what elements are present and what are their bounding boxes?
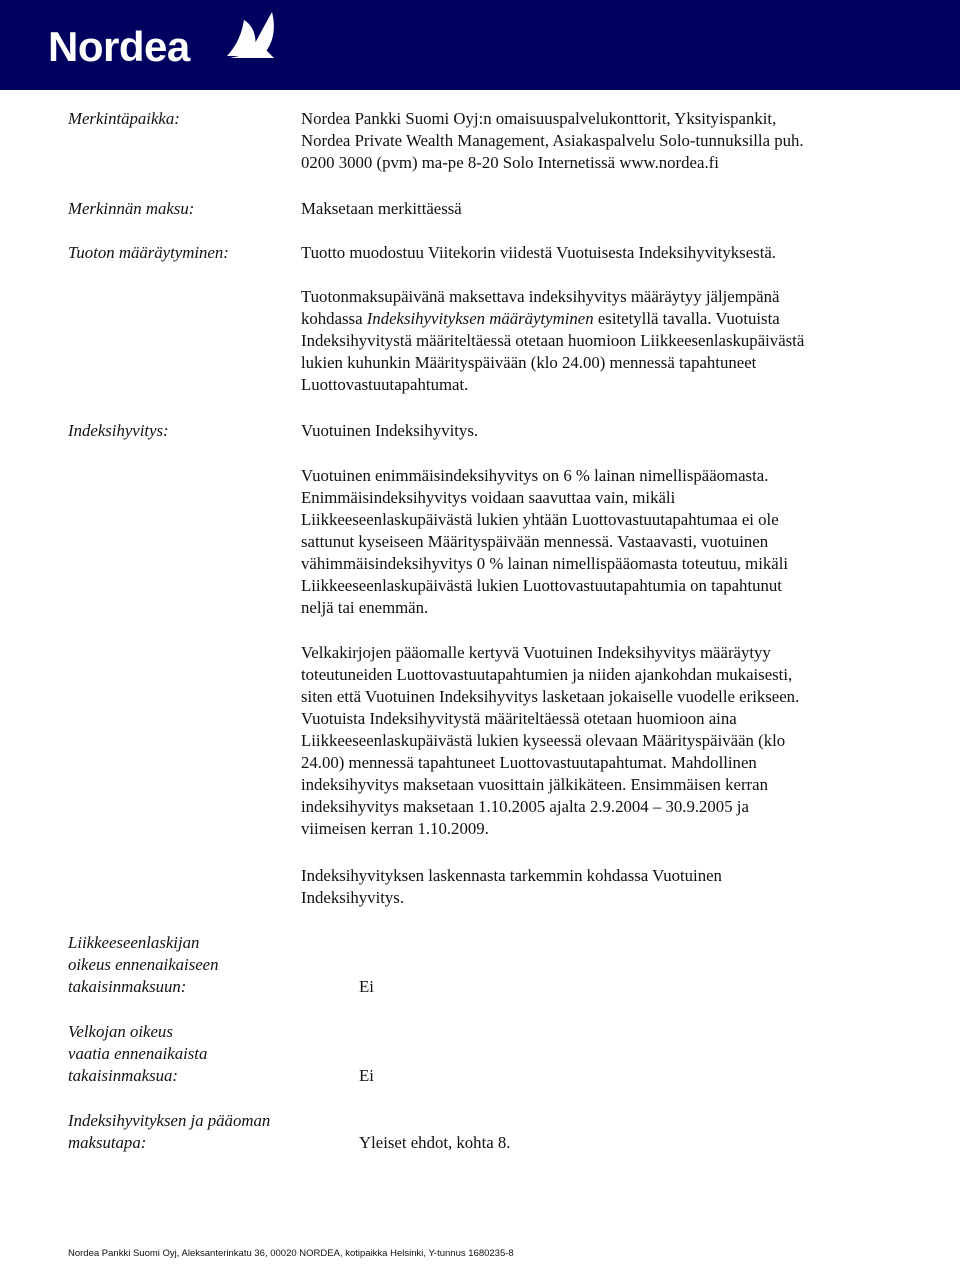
tuoton-maaraytyminen-label: Tuoton määräytyminen:: [68, 243, 229, 262]
nordea-logo: [48, 10, 288, 72]
text-line: sattunut kyseiseen Määrityspäivään mennessä. Vastaavasti, vuotuinen: [301, 532, 769, 551]
text-line: Luottovastuutapahtumat.: [301, 375, 469, 394]
merkinnan-maksu-value: Maksetaan merkittäessä: [301, 199, 462, 218]
text-line: Vuotuista Indeksihyvitystä määriteltäessä otetaan huomioon aina: [301, 709, 737, 728]
tuoton-maaraytyminen-paragraph: [301, 286, 896, 396]
label-line: vaatia ennenaikaista: [68, 1044, 208, 1063]
text-line: Enimmäisindeksihyvitys voidaan saavuttaa vain, mikäli: [301, 488, 676, 507]
sail-icon: [224, 10, 278, 62]
text-line: Liikkeeseenlaskupäivästä lukien kyseessä olevaan Määrityspäivään (klo: [301, 731, 786, 750]
section-reference: Indeksihyvityksen määräytyminen: [366, 309, 594, 328]
text-line: indeksihyvitys maksetaan 1.10.2005 ajalta 2.9.2004 – 30.9.2005 ja: [301, 797, 749, 816]
label-line: maksutapa:: [68, 1133, 147, 1152]
maksutapa-label: [68, 1110, 270, 1154]
label-line: takaisinmaksuun:: [68, 977, 187, 996]
text-line: Liikkeeseenlaskupäivästä lukien Luottovastuutapahtumia on tapahtunut: [301, 576, 782, 595]
text-line: 0200 3000 (pvm) ma-pe 8-20 Solo Internetissä www.nordea.fi: [301, 153, 719, 172]
text-line: neljä tai enemmän.: [301, 598, 429, 617]
text-line: Liikkeeseenlaskupäivästä lukien yhtään Luottovastuutapahtumaa ei ole: [301, 510, 779, 529]
text-line: Indeksihyvitys.: [301, 888, 405, 907]
text-line: 24.00) mennessä tapahtuneet Luottovastuutapahtumat. Mahdollinen: [301, 753, 757, 772]
velkojan-oikeus-value: Ei: [359, 1066, 374, 1085]
text-line: siten että Vuotuinen Indeksihyvitys lasketaan jokaiselle vuodelle erikseen.: [301, 687, 800, 706]
liikkeeseenlaskijan-oikeus-value: Ei: [359, 977, 374, 996]
text-line: Nordea Pankki Suomi Oyj:n omaisuuspalvelukonttorit, Yksityispankit,: [301, 109, 777, 128]
indeksihyvitys-paragraph-4: [301, 865, 896, 909]
footer-address: Nordea Pankki Suomi Oyj, Aleksanterinkatu 36, 00020 NORDEA, kotipaikka Helsinki, Y-tunnus 1680235-8: [68, 1248, 514, 1259]
text-line: viimeisen kerran 1.10.2009.: [301, 819, 489, 838]
label-line: oikeus ennenaikaiseen: [68, 955, 219, 974]
text-segment: esitetyllä tavalla. Vuotuista: [593, 309, 780, 328]
indeksihyvitys-value: Vuotuinen Indeksihyvitys.: [301, 421, 479, 440]
page-header: [0, 0, 960, 90]
indeksihyvitys-paragraph-3: [301, 642, 896, 840]
tuoton-maaraytyminen-value: Tuotto muodostuu Viitekorin viidestä Vuotuisesta Indeksihyvityksestä.: [301, 243, 777, 262]
logo-wordmark: Nordea: [48, 23, 190, 70]
text-line: Nordea Private Wealth Management, Asiakaspalvelu Solo-tunnuksilla puh.: [301, 131, 804, 150]
label-line: takaisinmaksua:: [68, 1066, 178, 1085]
indeksihyvitys-label: Indeksihyvitys:: [68, 421, 169, 440]
text-line: Tuotonmaksupäivänä maksettava indeksihyvitys määräytyy jäljempänä: [301, 287, 780, 306]
indeksihyvitys-paragraph-2: [301, 465, 896, 619]
velkojan-oikeus-label: [68, 1021, 207, 1087]
text-line: lukien kuhunkin Määrityspäivään (klo 24.00) mennessä tapahtuneet: [301, 353, 757, 372]
text-line: vähimmäisindeksihyvitys 0 % lainan nimellispääomasta toteutuu, mikäli: [301, 554, 789, 573]
text-line: toteutuneiden Luottovastuutapahtumien ja niiden ajankohdan mukaisesti,: [301, 665, 793, 684]
text-line: Velkakirjojen pääomalle kertyvä Vuotuinen Indeksihyvitys määräytyy: [301, 643, 771, 662]
text-line: Indeksihyvitystä määriteltäessä otetaan huomioon Liikkeesenlaskupäivästä: [301, 331, 805, 350]
liikkeeseenlaskijan-oikeus-label: [68, 932, 219, 998]
text-segment: kohdassa: [301, 309, 367, 328]
merkinnan-maksu-label: Merkinnän maksu:: [68, 199, 195, 218]
label-line: Indeksihyvityksen ja pääoman: [68, 1111, 271, 1130]
text-line: Vuotuinen enimmäisindeksihyvitys on 6 % lainan nimellispääomasta.: [301, 466, 769, 485]
text-line: [301, 308, 896, 330]
text-line: Indeksihyvityksen laskennasta tarkemmin kohdassa Vuotuinen: [301, 866, 722, 885]
merkintapaikka-label: Merkintäpaikka:: [68, 109, 180, 128]
label-line: Velkojan oikeus: [68, 1022, 173, 1041]
maksutapa-value: Yleiset ehdot, kohta 8.: [359, 1133, 511, 1152]
text-line: indeksihyvitys maksetaan vuosittain jälkikäteen. Ensimmäisen kerran: [301, 775, 768, 794]
label-line: Liikkeeseenlaskijan: [68, 933, 200, 952]
merkintapaikka-value: [301, 108, 896, 174]
